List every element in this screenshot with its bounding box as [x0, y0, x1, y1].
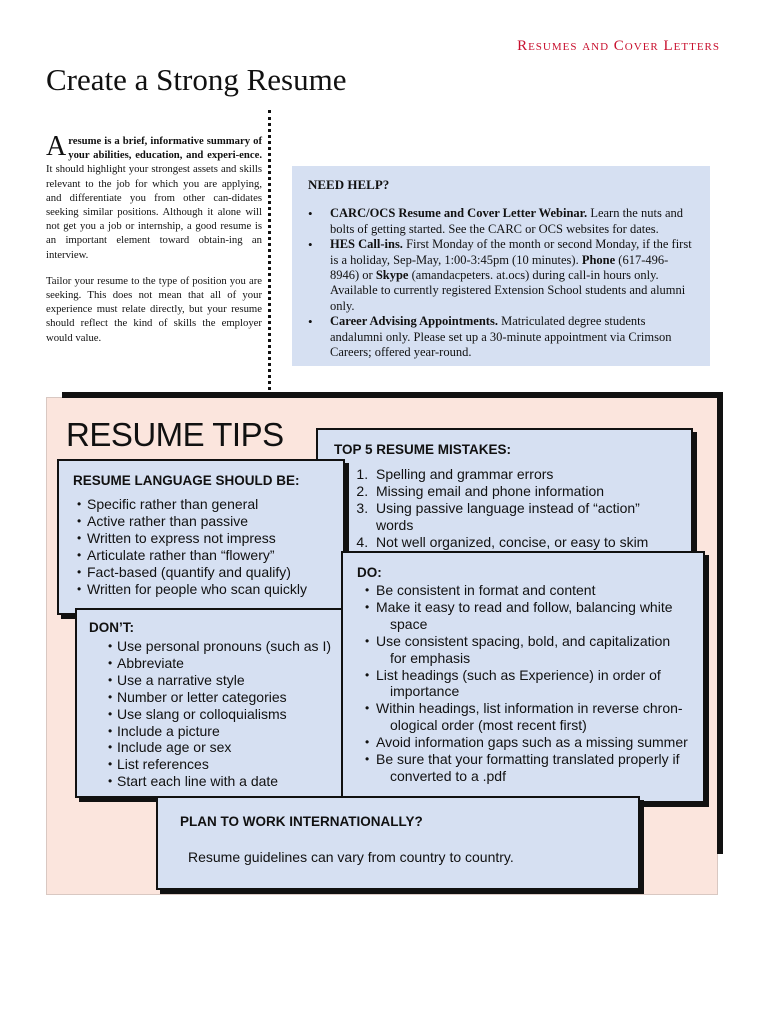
intro-paragraph-2: Tailor your resume to the type of position you are seeking. This does not mean that all of your experience must relate directly, but your resume should reflect the kind of skills the employer would value. — [46, 274, 262, 344]
need-help-item-appointments — [330, 314, 694, 360]
list-item: 4. Not well organized, concise, or easy to skim — [372, 534, 675, 551]
skype-text: (amandacpeters. at.ocs) during call-in hours only. Available to currently registered Extension School students and alumni only. — [330, 268, 686, 313]
do-title: DO: — [357, 565, 382, 580]
call-ins-text: First Monday of the month or second Monday, if the first is a holiday, Sep-May, 1:00-3:45pm (10 minutes). — [330, 237, 692, 267]
do-list — [357, 582, 689, 785]
need-help-item-call-ins — [330, 237, 694, 314]
intro-paragraph-1-rest: It should highlight your strongest assets and skills relevant to the job for which you are applying, and differentiate you from other can-didates seeking similar positions. Although it alone will not get you a job or internship, a good resume is an important element toward obtain-ing an interview. — [46, 163, 262, 261]
resume-tips-heading: RESUME TIPS — [66, 416, 284, 453]
panel-shadow-top — [62, 392, 723, 398]
list-item: • Written to express not impress — [87, 530, 329, 547]
do-card — [341, 551, 705, 803]
appointments-text: Matriculated degree students andalumni only. Please set up a 30-minute appointment via Crimson Careers; offered year-round. — [330, 314, 672, 360]
list-item: • Fact-based (quantify and qualify) — [87, 564, 329, 581]
need-help-list — [308, 206, 694, 360]
list-item: • Articulate rather than “flowery” — [87, 547, 329, 564]
top-mistakes-card — [316, 428, 693, 554]
dont-card — [75, 608, 345, 798]
intro-lead: resume is a brief, informative summary of your abilities, education, and experi-ence. — [68, 135, 262, 162]
list-item-continuation: space — [390, 615, 428, 632]
list-item: • Use personal pronouns (such as I) — [117, 638, 331, 655]
list-item: 1. Spelling and grammar errors — [372, 466, 675, 483]
list-item — [374, 582, 689, 599]
need-help-item-webinar — [330, 206, 694, 237]
skype-label: Skype — [375, 268, 409, 283]
webinar-label: CARC/OCS Resume and Cover Letter Webinar. — [330, 206, 588, 221]
call-ins-label: HES Call-ins. — [330, 237, 403, 252]
top-mistakes-title: TOP 5 RESUME MISTAKES: — [334, 442, 512, 457]
list-item-text: Avoid information gaps such as a missing summer — [376, 734, 688, 751]
list-item: • Use a narrative style — [117, 672, 331, 689]
list-item-text: Use consistent spacing, bold, and capitalization — [376, 632, 671, 649]
webinar-text: Learn the nuts and bolts of getting started. See the CARC or OCS websites for dates. — [330, 206, 683, 236]
resume-language-title: RESUME LANGUAGE SHOULD BE: — [73, 473, 300, 488]
panel-shadow-right — [717, 392, 723, 854]
phone-label: Phone — [581, 252, 616, 267]
list-item — [374, 633, 689, 667]
list-item — [374, 751, 689, 785]
list-item-continuation: ological order (most recent first) — [390, 717, 587, 734]
phone-text: (617-496-8946) or — [330, 252, 669, 283]
list-item-continuation: importance — [390, 683, 460, 700]
need-help-title: NEED HELP? — [308, 177, 390, 192]
list-item-text: Be sure that your formatting translated properly if — [376, 751, 680, 768]
resume-language-list — [73, 496, 329, 597]
list-item-continuation: for emphasis — [390, 649, 471, 666]
list-item: • Start each line with a date — [117, 773, 331, 790]
list-item: • Written for people who scan quickly — [87, 581, 329, 598]
list-item: • Include age or sex — [117, 739, 331, 756]
list-item: • List references — [117, 756, 331, 773]
dont-list — [89, 638, 331, 790]
list-item — [374, 599, 689, 633]
list-item — [374, 667, 689, 701]
need-help-box — [292, 166, 710, 366]
list-item: • Active rather than passive — [87, 513, 329, 530]
list-item-continuation: converted to a .pdf — [390, 767, 506, 784]
work-internationally-card — [156, 796, 640, 890]
list-item: • Abbreviate — [117, 655, 331, 672]
work-internationally-title: PLAN TO WORK INTERNATIONALLY? — [180, 814, 423, 829]
dont-title: DON’T: — [89, 620, 134, 635]
list-item: 3. Using passive language instead of “action” words — [372, 500, 675, 534]
work-internationally-body: Resume guidelines can vary from country to country. — [188, 849, 514, 865]
list-item: 2. Missing email and phone information — [372, 483, 675, 500]
dotted-divider — [268, 110, 271, 390]
page-title: Create a Strong Resume — [46, 62, 347, 97]
section-label: Resumes and Cover Letters — [517, 38, 720, 54]
appointments-label: Career Advising Appointments. — [330, 314, 498, 329]
list-item-text: Within headings, list information in reverse chron- — [376, 700, 683, 717]
list-item: • Specific rather than general — [87, 496, 329, 513]
list-item-text: List headings (such as Experience) in order of — [376, 666, 661, 683]
list-item — [374, 734, 689, 751]
list-item: • Include a picture — [117, 723, 331, 740]
list-item: • Number or letter categories — [117, 689, 331, 706]
list-item-text: Make it easy to read and follow, balancing white — [376, 598, 673, 615]
intro-paragraph-1 — [46, 131, 262, 262]
list-item-text: Be consistent in format and content — [376, 582, 596, 598]
intro-text — [46, 131, 262, 357]
list-item: • Use slang or colloquialisms — [117, 706, 331, 723]
drop-cap: A — [46, 131, 67, 162]
list-item — [374, 700, 689, 734]
resume-language-card — [57, 459, 345, 615]
